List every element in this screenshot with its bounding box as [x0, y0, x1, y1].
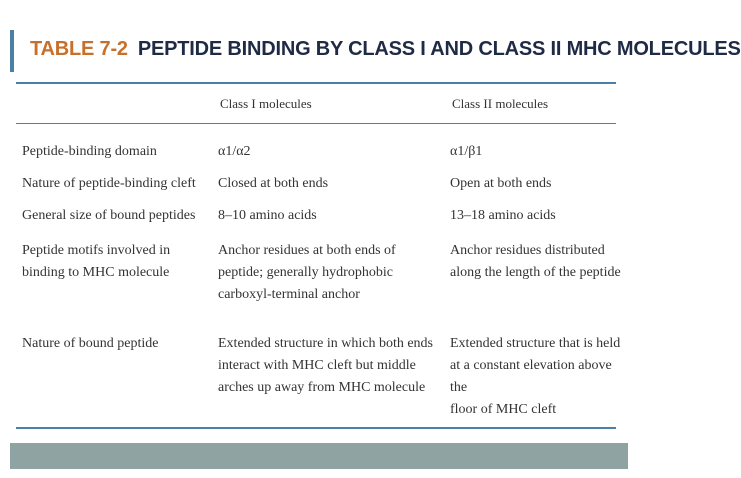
table-number: TABLE 7-2	[30, 38, 128, 60]
row-class1-value: 8–10 amino acids	[218, 208, 317, 223]
table-title	[30, 38, 741, 61]
row-class1-value: α1/α2	[218, 144, 251, 159]
row-feature: Nature of bound peptide	[22, 336, 159, 351]
row-class1-value: Extended structure in which both ends interact with MHC cleft but middle arches up away from MHC molecule	[218, 336, 434, 395]
row-class1-value: Anchor residues at both ends of peptide; generally hydrophobic carboxyl-terminal anchor	[218, 243, 396, 302]
column-header-class2: Class II molecules	[452, 96, 549, 111]
row-class2-value: Anchor residues distributed along the length of the peptide	[450, 243, 621, 280]
row-class1-value: Closed at both ends	[218, 176, 329, 191]
title-accent-rule	[10, 30, 14, 72]
table-header-rule	[16, 123, 616, 124]
row-feature: Peptide motifs involved in binding to MHC molecule	[22, 243, 171, 280]
row-feature: Peptide-binding domain	[22, 144, 157, 159]
slide-bottom-band	[10, 443, 628, 469]
table-top-rule	[16, 82, 616, 84]
table-bottom-rule	[16, 427, 616, 429]
column-header-class1: Class I molecules	[220, 96, 312, 111]
row-class2-value: 13–18 amino acids	[450, 208, 556, 223]
row-feature: Nature of peptide-binding cleft	[22, 176, 196, 191]
table-title-text: PEPTIDE BINDING BY CLASS I AND CLASS II MHC MOLECULES	[137, 38, 741, 60]
row-feature: General size of bound peptides	[22, 208, 196, 223]
row-class2-value: α1/β1	[450, 144, 483, 159]
row-class2-value: Open at both ends	[450, 176, 552, 191]
row-class2-value: Extended structure that is held at a constant elevation above the floor of MHC cleft	[450, 336, 621, 417]
